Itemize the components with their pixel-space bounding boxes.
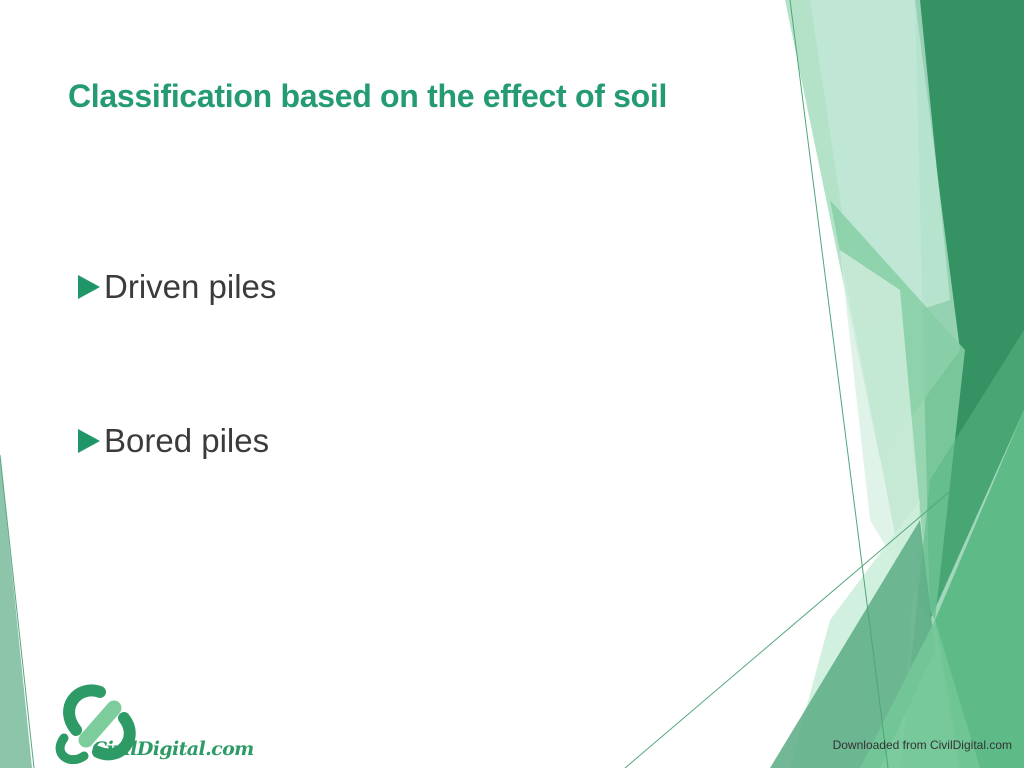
slide-title: Classification based on the effect of soil (68, 78, 668, 114)
bullet-text: Driven piles (104, 268, 277, 305)
logo-text: CivilDigital.com (92, 738, 254, 760)
bullet-item (78, 422, 269, 460)
footer-credit: Downloaded from CivilDigital.com (832, 738, 1012, 752)
bullet-item (78, 268, 276, 306)
bullet-text: Bored piles (104, 422, 270, 459)
triangle-bullet-icon (78, 429, 100, 453)
triangle-bullet-icon (78, 275, 100, 299)
